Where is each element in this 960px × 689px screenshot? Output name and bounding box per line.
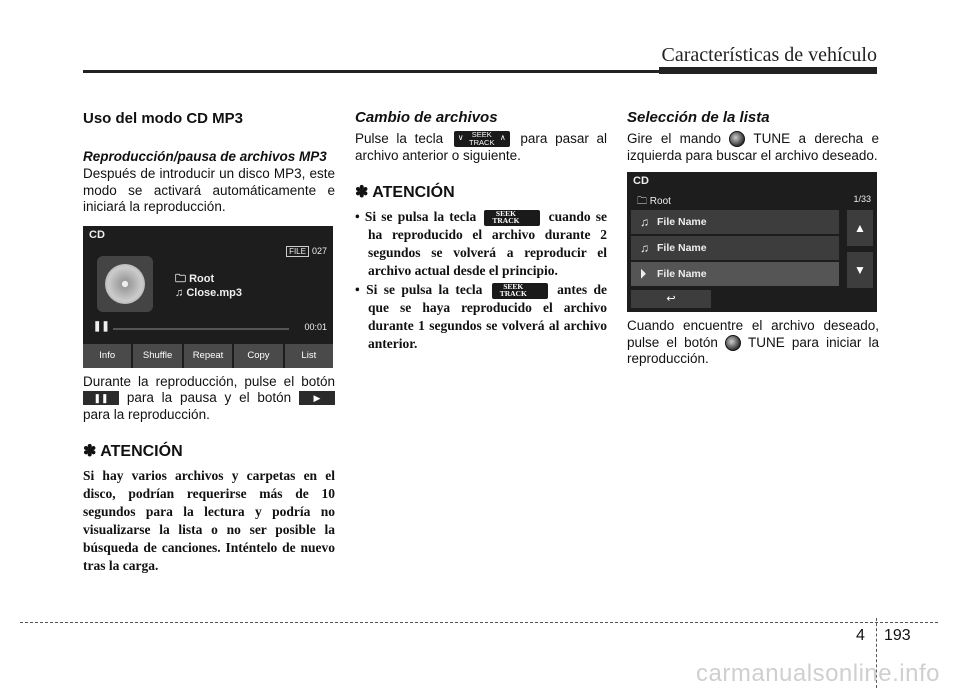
progress-bar (113, 328, 289, 330)
seek-track-icon: ∨ SEEK TRACK (492, 283, 548, 299)
tune-knob-icon (729, 131, 745, 147)
warning-title-2: ✽ ATENCIÓN (355, 184, 455, 201)
warning-text: Si hay varios archivos y carpetas en el disco, podrían requerirse más de 10 segundos para la lectura y podría no visualizarse la lista o no ser posible la búsqueda de canciones. Inténtelo de nuevo tras la carga. (83, 468, 335, 573)
footer-rule (20, 622, 938, 623)
tune-knob-icon (725, 335, 741, 351)
scroll-down-button[interactable]: ▼ (847, 252, 873, 288)
playback-paragraph: Durante la reproducción, pulse el botón ❚❚ para la pausa y el botón ▶ para la reproducción. (83, 373, 335, 422)
play-time: 00:01 (304, 321, 327, 332)
header-title: Características de vehículo (661, 44, 877, 66)
file-row[interactable]: ⏵ File Name (631, 262, 839, 286)
copy-button[interactable]: Copy (234, 344, 282, 368)
chapter-number: 4 (856, 627, 865, 644)
screen-button-bar (83, 344, 333, 368)
folder-name: 🗀 Root (637, 196, 671, 207)
back-button[interactable]: ↩ (631, 290, 711, 308)
column-2 (355, 110, 607, 354)
section-heading: Uso del modo CD MP3 (83, 110, 244, 127)
change-files-paragraph: Pulse la tecla ∨ SEEK TRACK ∧ para pasar al archivo anterior o siguiente. (355, 130, 607, 163)
file-row[interactable]: ♫ File Name (631, 236, 839, 260)
file-number: FILE 027 (286, 246, 327, 256)
column-1 (83, 110, 335, 575)
warning-item: • Si se pulsa la tecla ∨ SEEK TRACK cuando se ha reproducido el archivo durante 2 segundos se volverá a reproducir el archivo actual desde el principio. (355, 208, 607, 278)
subheading-list-selection: Selección de la lista (627, 109, 770, 126)
pause-icon: ❚❚ (93, 320, 110, 332)
list-paragraph: Gire el mando TUNE a derecha e izquierda para buscar el archivo deseado. (627, 131, 879, 163)
screen-mode: CD (633, 175, 649, 187)
file-count: 1/33 (853, 194, 871, 204)
play-circle-icon: ⏵ (640, 267, 647, 281)
page-number: 193 (884, 627, 911, 644)
music-note-icon: ♫ (640, 215, 649, 229)
header-rule-thick (659, 67, 877, 74)
list-button[interactable]: List (285, 344, 333, 368)
warning-item: • Si se pulsa la tecla ∨ SEEK TRACK antes de que se haya reproducido el archivo durante 1 segundos se volverá al archivo anterior. (355, 281, 607, 351)
intro-paragraph: Después de introducir un disco MP3, este modo se activará automáticamente e iniciará la reproducción. (83, 166, 335, 214)
shuffle-button[interactable]: Shuffle (133, 344, 181, 368)
subheading-play-pause: Reproducción/pausa de archivos MP3 (83, 149, 327, 164)
warning-list (355, 208, 607, 353)
play-button-icon: ▶ (299, 391, 335, 405)
disc-icon (97, 256, 153, 312)
repeat-button[interactable]: Repeat (184, 344, 232, 368)
scroll-up-button[interactable]: ▲ (847, 210, 873, 246)
column-3 (627, 110, 879, 368)
file-row[interactable]: ♫ File Name (631, 210, 839, 234)
info-button[interactable]: Info (83, 344, 131, 368)
tune-paragraph: Cuando encuentre el archivo deseado, pulse el botón TUNE para iniciar la reproducción. (627, 318, 879, 366)
seek-track-icon: ∨ SEEK TRACK (484, 210, 540, 226)
pause-button-icon: ❚❚ (83, 391, 119, 405)
warning-title: ✽ ATENCIÓN (83, 443, 183, 460)
watermark: carmanualsonline.info (696, 660, 940, 687)
subheading-change-files: Cambio de archivos (355, 109, 498, 126)
folder-name: 🗀 Root (175, 272, 215, 285)
music-note-icon: ♫ (640, 241, 649, 255)
seek-track-icon: ∨ SEEK TRACK ∧ (454, 131, 510, 147)
file-list-screen (627, 172, 877, 312)
screen-mode: CD (89, 228, 105, 241)
cd-mp3-screen (83, 226, 333, 368)
track-name: ♫ Close.mp3 (175, 286, 242, 299)
